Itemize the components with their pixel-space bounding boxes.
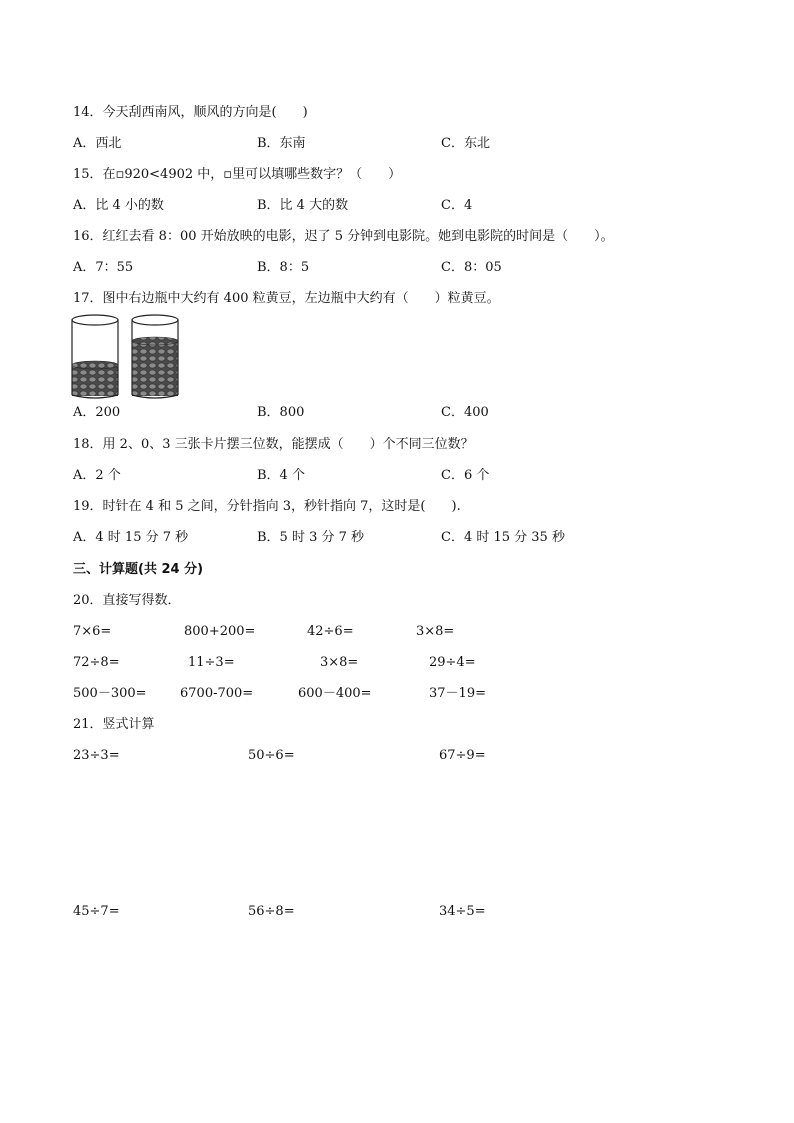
left-jar-beans-image — [70, 313, 122, 399]
q15-option-b: B．比 4 大的数 — [257, 198, 349, 213]
q20-r2-c4: 29÷4= — [429, 655, 476, 670]
q19-option-c: C．4 时 15 分 35 秒 — [441, 530, 565, 545]
q20-r1-c3: 42÷6= — [307, 624, 354, 639]
q17-option-b: B．800 — [257, 405, 305, 420]
q20-r3-c1: 500－300= — [73, 686, 147, 701]
q18-option-a: A．2 个 — [73, 468, 121, 483]
q16-option-a: A．7：55 — [73, 260, 134, 275]
q20-r1-c4: 3×8= — [416, 624, 455, 639]
q21-title: 21．竖式计算 — [73, 717, 155, 732]
q19-stem: 19．时针在 4 和 5 之间，分针指向 3，秒针指向 7，这时是( ). — [73, 499, 461, 514]
q14-option-b: B．东南 — [257, 136, 306, 151]
q21-r1-c2: 50÷6= — [248, 748, 295, 763]
q20-title: 20．直接写得数． — [73, 593, 181, 608]
q20-r2-c3: 3×8= — [320, 655, 359, 670]
q17-option-a: A．200 — [73, 405, 121, 420]
q20-r2-c2: 11÷3= — [188, 655, 235, 670]
q16-option-c: C．8：05 — [441, 260, 502, 275]
q19-option-b: B．5 时 3 分 7 秒 — [257, 530, 365, 545]
right-jar-beans-image — [130, 313, 182, 399]
q14-option-a: A．西北 — [73, 136, 122, 151]
q21-r1-c3: 67÷9= — [439, 748, 486, 763]
q20-r1-c1: 7×6= — [73, 624, 112, 639]
q21-r2-c3: 34÷5= — [439, 904, 486, 919]
q20-r3-c2: 6700-700= — [180, 686, 254, 701]
q20-r3-c4: 37－19= — [429, 686, 486, 701]
section-heading: 三、计算题(共 24 分) — [73, 562, 204, 577]
q20-r2-c1: 72÷8= — [73, 655, 120, 670]
q18-option-c: C．6 个 — [441, 468, 490, 483]
q17-option-c: C．400 — [441, 405, 489, 420]
q21-r1-c1: 23÷3= — [73, 748, 120, 763]
q15-stem: 15．在▫920<4902 中，▫里可以填哪些数字？（ ） — [73, 167, 402, 182]
q16-option-b: B．8：5 — [257, 260, 310, 275]
q15-option-c: C．4 — [441, 198, 473, 213]
q17-stem: 17．图中右边瓶中大约有 400 粒黄豆，左边瓶中大约有（ ）粒黄豆。 — [73, 291, 500, 306]
q20-r3-c3: 600－400= — [298, 686, 372, 701]
q21-r2-c1: 45÷7= — [73, 904, 120, 919]
q14-option-c: C．东北 — [441, 136, 490, 151]
q18-stem: 18．用 2、0、3 三张卡片摆三位数，能摆成（ ）个不同三位数？ — [73, 437, 474, 452]
q14-stem: 14．今天刮西南风，顺风的方向是( ) — [73, 105, 308, 120]
q19-option-a: A．4 时 15 分 7 秒 — [73, 530, 189, 545]
q16-stem: 16．红红去看 8：00 开始放映的电影，迟了 5 分钟到电影院。她到电影院的时间是（ ）。 — [73, 229, 614, 244]
q21-r2-c2: 56÷8= — [248, 904, 295, 919]
q15-option-a: A．比 4 小的数 — [73, 198, 164, 213]
q20-r1-c2: 800+200= — [184, 624, 256, 639]
q18-option-b: B．4 个 — [257, 468, 305, 483]
